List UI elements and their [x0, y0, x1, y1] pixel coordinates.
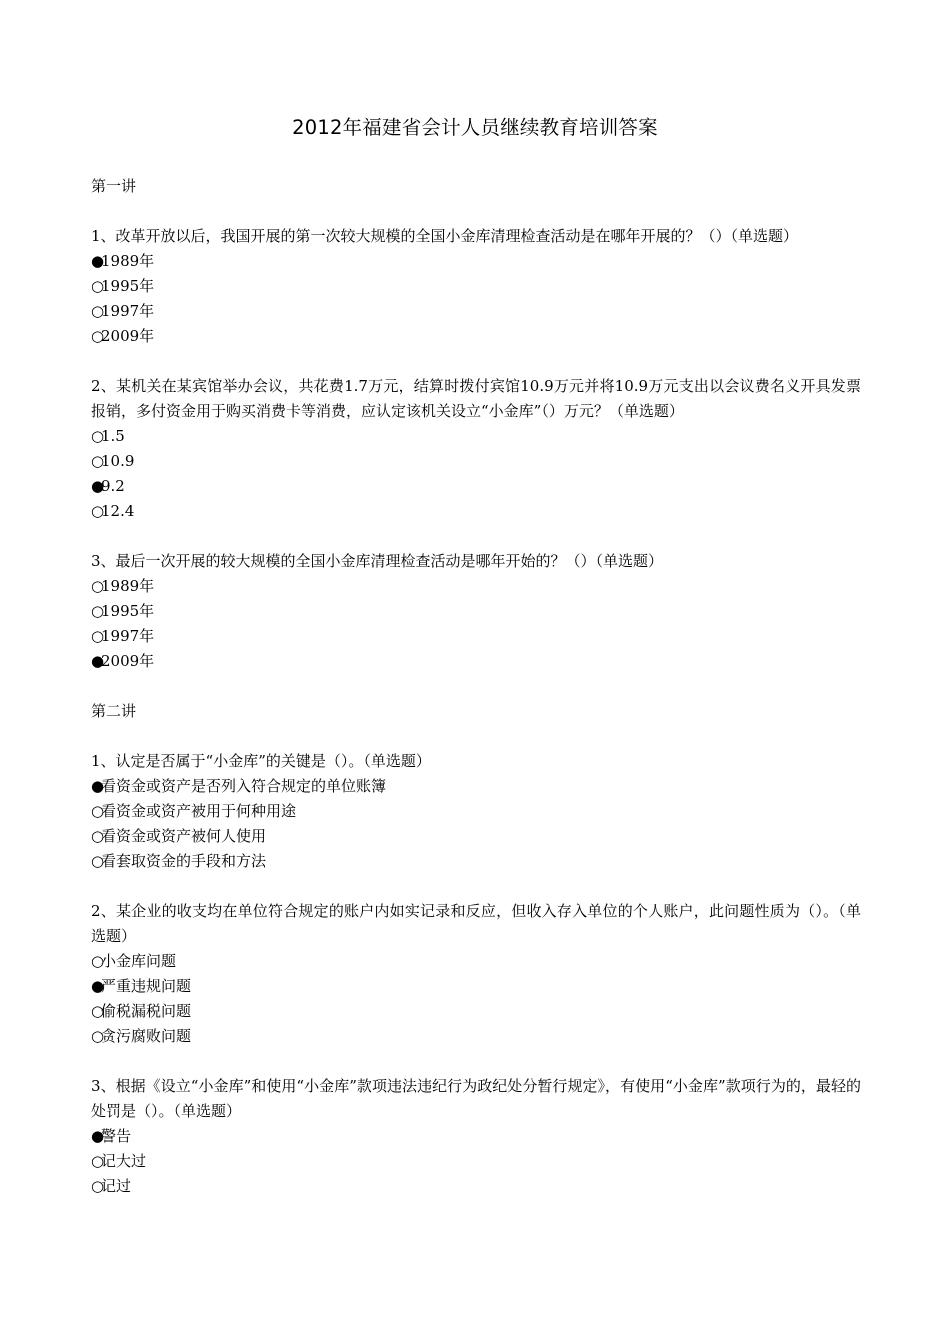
question-text: 1、改革开放以后，我国开展的第一次较大规模的全国小金库清理检查活动是在哪年开展的？（）（单选题）	[91, 227, 799, 245]
option-label: 记大过	[101, 1152, 147, 1170]
question-text: 3、最后一次开展的较大规模的全国小金库清理检查活动是哪年开始的？（）（单选题）	[91, 552, 664, 570]
document-title: 2012年福建省会计人员继续教育培训答案	[292, 116, 658, 139]
answer-option	[91, 799, 861, 824]
option-label: 看资金或资产被何人使用	[101, 827, 267, 845]
answer-option	[91, 449, 861, 474]
option-label: 看套取资金的手段和方法	[101, 852, 267, 870]
question-text: 3、根据《设立“小金库”和使用“小金库”款项违法违纪行为政纪处分暂行规定》，有使用“小金库”款项行为的，最轻的处罚是（）。（单选题）	[91, 1077, 861, 1120]
option-label: 1.5	[101, 427, 125, 445]
option-label: 1997年	[101, 627, 155, 645]
selected-radio-icon: ●	[91, 652, 105, 670]
option-label: 小金库问题	[101, 952, 177, 970]
option-label: 偷税漏税问题	[101, 1002, 192, 1020]
question-text: 1、认定是否属于“小金库”的关键是（）。（单选题）	[91, 752, 431, 770]
answer-option	[91, 949, 861, 974]
option-label: 1995年	[101, 602, 155, 620]
answer-option	[91, 599, 861, 624]
option-label: 9.2	[101, 477, 125, 495]
question-text: 2、某机关在某宾馆举办会议，共花费1.7万元，结算时拨付宾馆10.9万元并将10.9万元支出以会议费名义开具发票报销，多付资金用于购买消费卡等消费，应认定该机关设立“小金库”（）万元？（单选题）	[91, 377, 861, 420]
unselected-radio-icon: ○	[91, 452, 105, 470]
option-label: 1989年	[101, 252, 155, 270]
answer-option	[91, 999, 861, 1024]
unselected-radio-icon: ○	[91, 502, 105, 520]
option-label: 严重违规问题	[101, 977, 192, 995]
section-heading: 第二讲	[91, 702, 137, 720]
selected-radio-icon: ●	[91, 477, 105, 495]
option-label: 贪污腐败问题	[101, 1027, 192, 1045]
option-label: 记过	[101, 1177, 132, 1195]
answer-option	[91, 1149, 861, 1174]
answer-option	[91, 974, 861, 999]
section-heading: 第一讲	[91, 177, 137, 195]
option-label: 2009年	[101, 652, 155, 670]
option-label: 10.9	[101, 452, 135, 470]
option-label: 12.4	[101, 502, 135, 520]
answer-option	[91, 1124, 861, 1149]
option-label: 1997年	[101, 302, 155, 320]
answer-option	[91, 299, 861, 324]
unselected-radio-icon: ○	[91, 577, 105, 595]
unselected-radio-icon: ○	[91, 852, 105, 870]
question-text: 2、某企业的收支均在单位符合规定的账户内如实记录和反应，但收入存入单位的个人账户，此问题性质为（）。（单选题）	[91, 902, 861, 945]
unselected-radio-icon: ○	[91, 827, 105, 845]
option-label: 1989年	[101, 577, 155, 595]
answer-option	[91, 249, 861, 274]
answer-option	[91, 774, 861, 799]
option-label: 警告	[101, 1127, 132, 1145]
option-label: 看资金或资产是否列入符合规定的单位账簿	[101, 777, 387, 795]
answer-option	[91, 474, 861, 499]
unselected-radio-icon: ○	[91, 1177, 105, 1195]
unselected-radio-icon: ○	[91, 802, 105, 820]
answer-option	[91, 274, 861, 299]
selected-radio-icon: ●	[91, 977, 105, 995]
unselected-radio-icon: ○	[91, 952, 105, 970]
answer-option	[91, 499, 861, 524]
answer-option	[91, 824, 861, 849]
selected-radio-icon: ●	[91, 777, 105, 795]
answer-option	[91, 574, 861, 599]
unselected-radio-icon: ○	[91, 1002, 105, 1020]
option-label: 1995年	[101, 277, 155, 295]
answer-option	[91, 1024, 861, 1049]
unselected-radio-icon: ○	[91, 427, 105, 445]
answer-option	[91, 324, 861, 349]
unselected-radio-icon: ○	[91, 627, 105, 645]
selected-radio-icon: ●	[91, 252, 105, 270]
unselected-radio-icon: ○	[91, 302, 105, 320]
answer-option	[91, 849, 861, 874]
document-body	[91, 174, 861, 1199]
answer-option	[91, 624, 861, 649]
unselected-radio-icon: ○	[91, 327, 105, 345]
unselected-radio-icon: ○	[91, 602, 105, 620]
answer-option	[91, 649, 861, 674]
option-label: 2009年	[101, 327, 155, 345]
answer-option	[91, 1174, 861, 1199]
unselected-radio-icon: ○	[91, 1152, 105, 1170]
unselected-radio-icon: ○	[91, 1027, 105, 1045]
answer-option	[91, 424, 861, 449]
option-label: 看资金或资产被用于何种用途	[101, 802, 297, 820]
selected-radio-icon: ●	[91, 1127, 105, 1145]
unselected-radio-icon: ○	[91, 277, 105, 295]
